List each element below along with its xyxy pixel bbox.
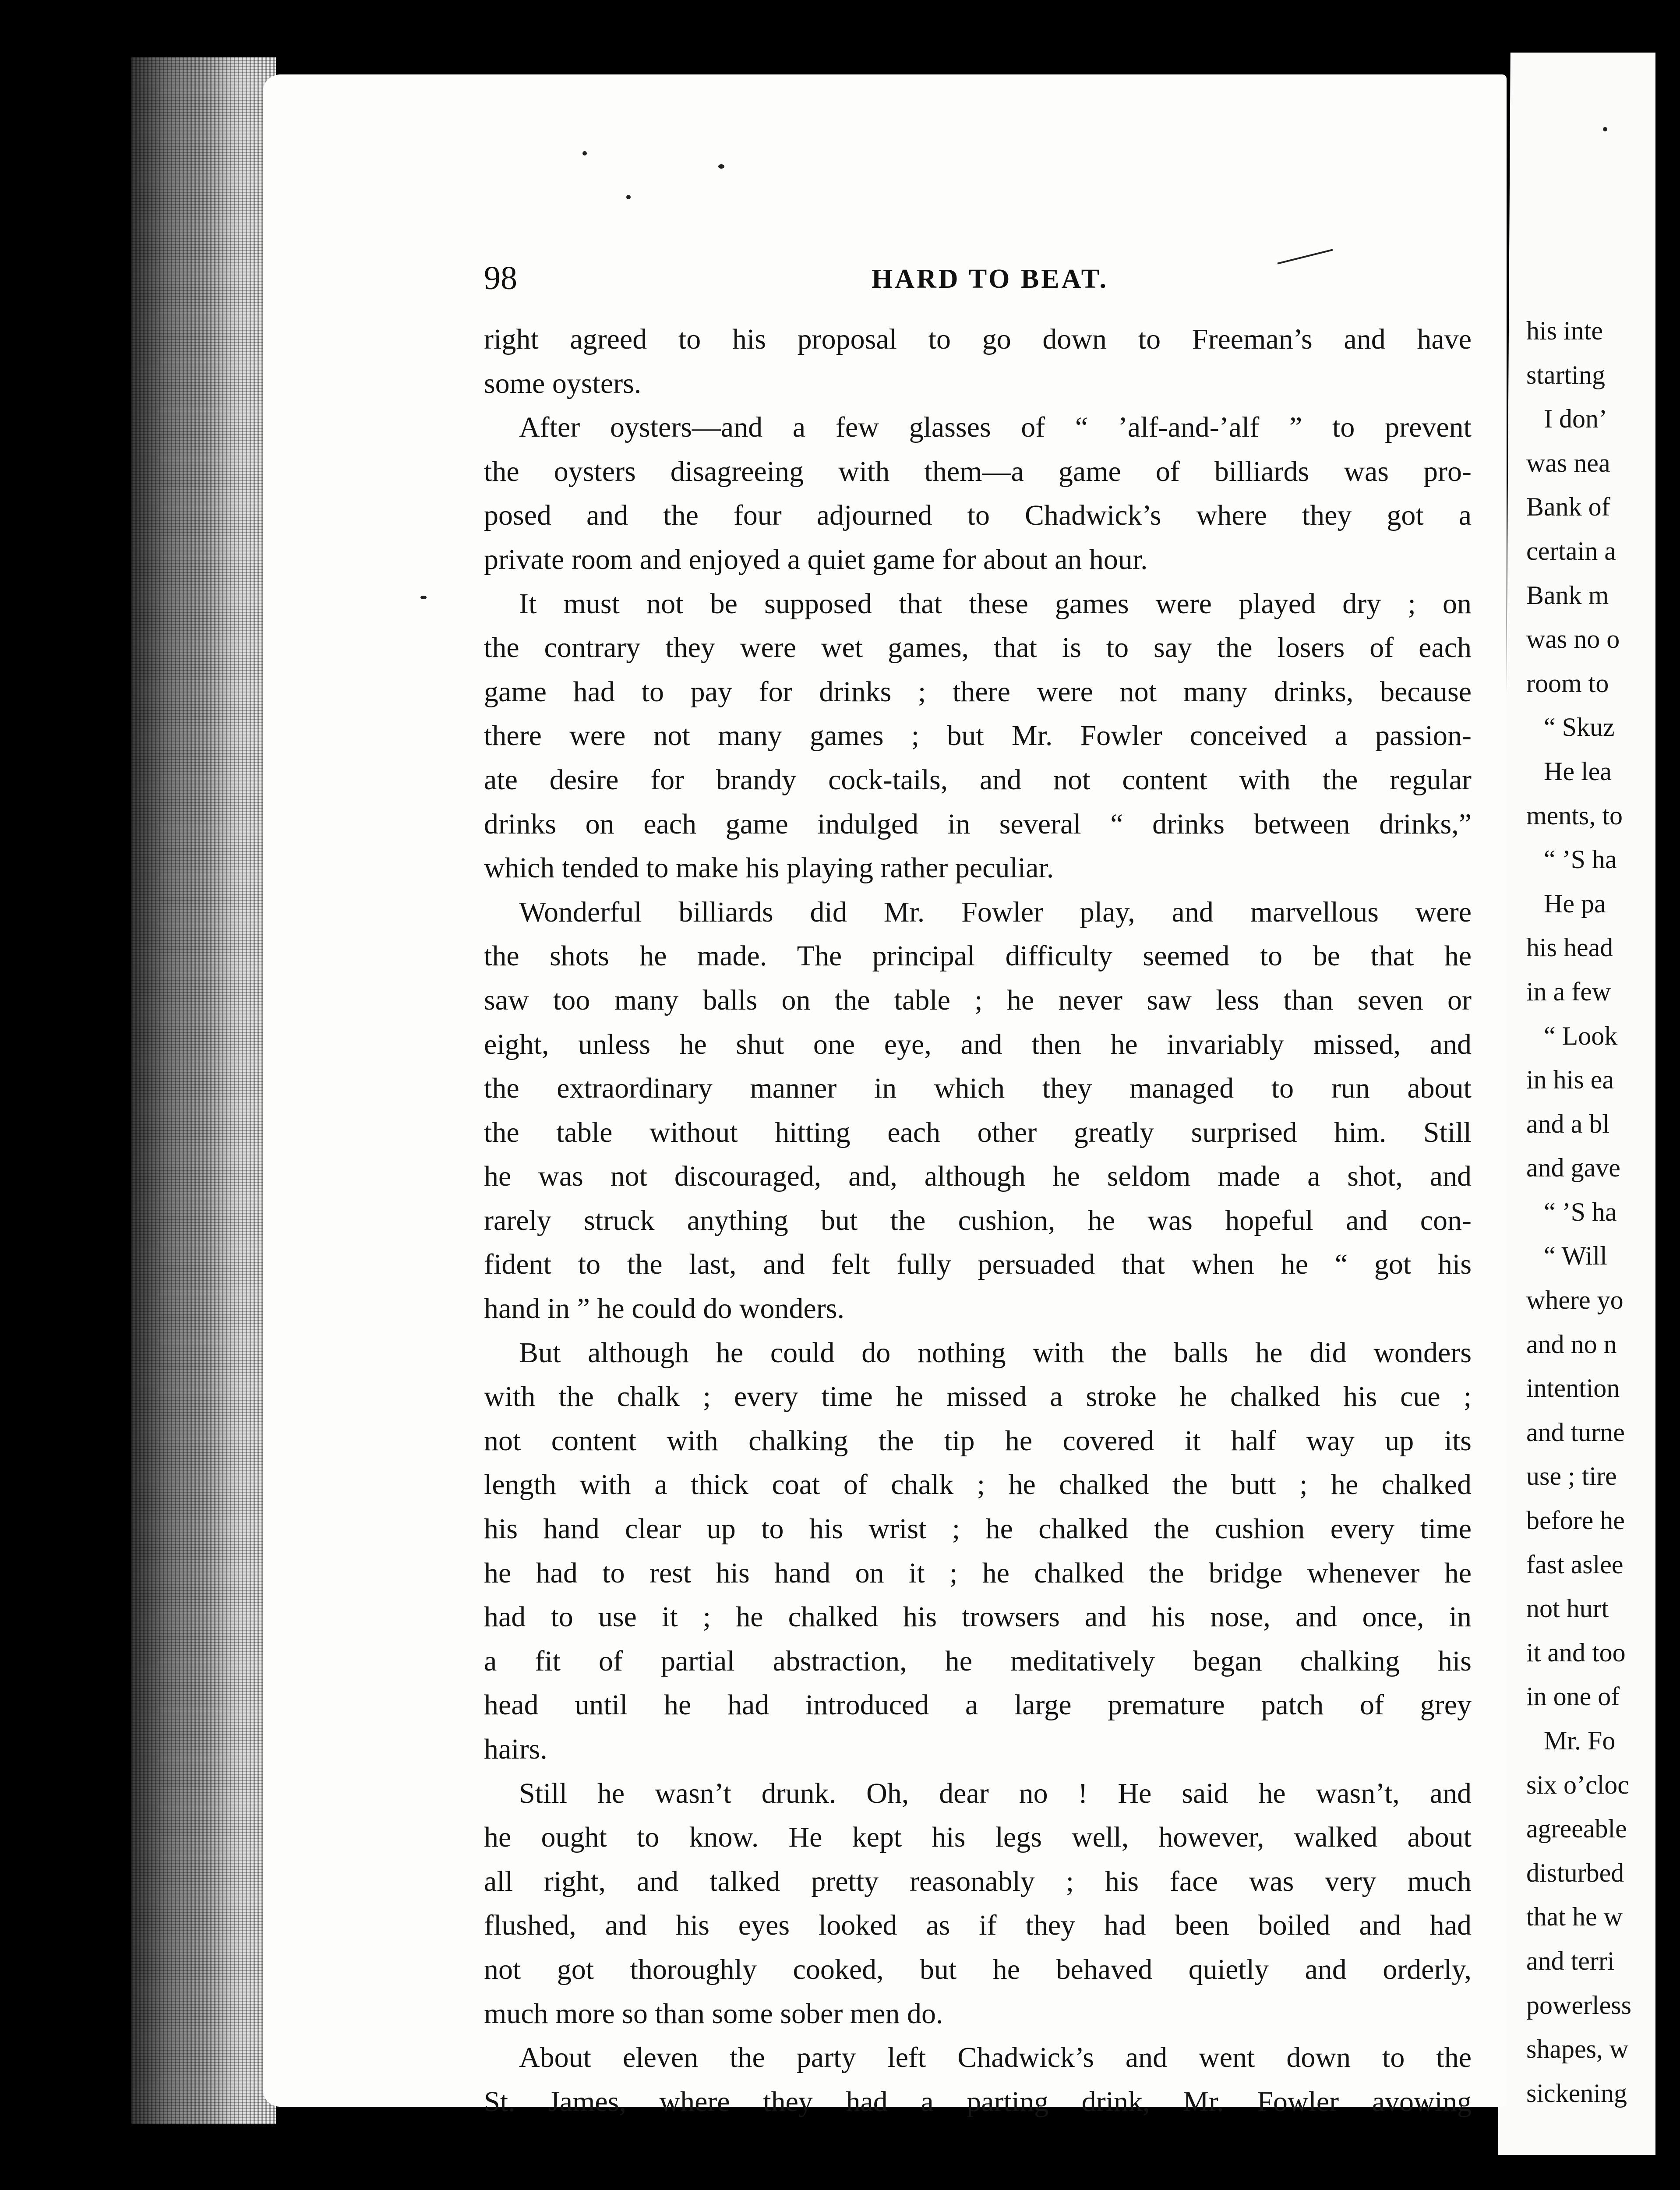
text-line: he was not discouraged, and, although he seldom made a shot, and <box>484 1160 1472 1193</box>
text-line: the oysters disagreeing with them—a game of billiards was pro- <box>484 455 1472 487</box>
text-line: saw too many balls on the table ; he never saw less than seven or <box>484 984 1472 1016</box>
text-line: fident to the last, and felt fully persuaded that when he “ got his <box>484 1248 1472 1281</box>
text-line: the extraordinary manner in which they managed to run about <box>484 1072 1472 1105</box>
page-body <box>484 318 1472 2124</box>
text-line: he ought to know. He kept his legs well, however, walked about <box>484 1821 1472 1854</box>
text-line: flushed, and his eyes looked as if they had been boiled and had <box>484 1909 1472 1942</box>
facing-text-line: He lea <box>1544 756 1612 786</box>
running-head: HARD TO BEAT. <box>872 264 1109 294</box>
ink-speck <box>1603 127 1607 131</box>
text-line: Wonderful billiards did Mr. Fowler play, and marvellous were <box>519 896 1472 928</box>
scan-gutter <box>131 57 276 2124</box>
facing-text-line: where yo <box>1526 1286 1624 1315</box>
facing-text-line: was nea <box>1526 448 1610 477</box>
text-line: It must not be supposed that these games were played dry ; on <box>519 587 1472 620</box>
text-line: with the chalk ; every time he missed a stroke he chalked his cue ; <box>484 1381 1472 1413</box>
text-line: But although he could do nothing with the balls he did wonders <box>519 1336 1472 1369</box>
text-line: which tended to make his playing rather peculiar. <box>484 852 1054 884</box>
facing-text-line: shapes, w <box>1526 2035 1629 2064</box>
facing-text-line: agreeable <box>1526 1814 1627 1844</box>
facing-text-line: not hurt <box>1526 1594 1609 1623</box>
text-line: right agreed to his proposal to go down to Freeman’s and have <box>484 323 1472 355</box>
facing-text-line: that he w <box>1526 1902 1623 1932</box>
text-line: ate desire for brandy cock-tails, and not content with the regular <box>484 763 1472 796</box>
facing-text-line: “ ’S ha <box>1544 1197 1617 1226</box>
facing-text-line: disturbed <box>1526 1858 1624 1887</box>
facing-text-line: and turne <box>1526 1417 1625 1447</box>
ink-speck <box>718 164 724 169</box>
text-line: not got thoroughly cooked, but he behaved quietly and orderly, <box>484 1953 1472 1985</box>
text-line: About eleven the party left Chadwick’s and went down to the <box>519 2042 1472 2074</box>
text-line: After oysters—and a few glasses of “ ’alf-and-’alf ” to prevent <box>519 411 1472 444</box>
text-line: St. James, where they had a parting drink, Mr. Fowler avowing <box>484 2085 1472 2118</box>
text-line: his hand clear up to his wrist ; he chalked the cushion every time <box>484 1513 1472 1545</box>
text-line: posed and the four adjourned to Chadwick’s where they got a <box>484 499 1472 532</box>
text-line: eight, unless he shut one eye, and then he invariably missed, and <box>484 1028 1472 1060</box>
facing-text-line: his head <box>1526 933 1613 962</box>
facing-text-line: and gave <box>1526 1153 1620 1183</box>
text-line: length with a thick coat of chalk ; he chalked the butt ; he chalked <box>484 1469 1472 1501</box>
text-line: had to use it ; he chalked his trowsers and his nose, and once, in <box>484 1601 1472 1633</box>
facing-text-line: it and too <box>1526 1638 1626 1667</box>
ink-speck <box>626 195 631 199</box>
facing-page-text <box>1526 309 1680 2115</box>
facing-text-line: in one of <box>1526 1682 1620 1711</box>
facing-text-line: was no o <box>1526 625 1620 654</box>
text-line: the contrary they were wet games, that is to say the losers of each <box>484 632 1472 664</box>
ink-speck <box>420 596 427 599</box>
text-line: Still he wasn’t drunk. Oh, dear no ! He said he wasn’t, and <box>519 1777 1472 1809</box>
text-line: head until he had introduced a large premature patch of grey <box>484 1689 1472 1721</box>
facing-text-line: starting <box>1526 360 1605 389</box>
text-line: drinks on each game indulged in several “ drinks between drinks,” <box>484 808 1472 840</box>
facing-text-line: “ ’S ha <box>1544 845 1617 874</box>
text-line: the table without hitting each other greatly surprised him. Still <box>484 1116 1472 1148</box>
facing-text-line: Bank of <box>1526 492 1610 522</box>
page-number: 98 <box>484 260 517 297</box>
facing-text-line: and a bl <box>1526 1109 1609 1138</box>
facing-text-line: sickening <box>1526 2078 1627 2108</box>
facing-text-line: powerless <box>1526 1990 1631 2020</box>
text-line: private room and enjoyed a quiet game for about an hour. <box>484 543 1148 576</box>
facing-text-line: Bank m <box>1526 580 1609 610</box>
facing-text-line: room to <box>1526 668 1609 698</box>
text-line: game had to pay for drinks ; there were not many drinks, because <box>484 675 1472 708</box>
facing-text-line: in his ea <box>1526 1065 1614 1095</box>
text-line: all right, and talked pretty reasonably ; his face was very much <box>484 1865 1472 1897</box>
text-line: hairs. <box>484 1733 547 1765</box>
facing-text-line: in a few <box>1526 977 1611 1006</box>
facing-text-line: six o’cloc <box>1526 1770 1629 1799</box>
facing-text-line: his inte <box>1526 316 1603 345</box>
text-line: not content with chalking the tip he covered it half way up its <box>484 1424 1472 1457</box>
facing-text-line: and no n <box>1526 1329 1617 1359</box>
page-header <box>484 259 1474 299</box>
facing-text-line: “ Look <box>1544 1021 1618 1050</box>
facing-text-line: and terri <box>1526 1946 1615 1975</box>
facing-text-line: “ Will <box>1544 1241 1607 1271</box>
text-line: the shots he made. The principal difficulty seemed to be that he <box>484 940 1472 972</box>
text-line: rarely struck anything but the cushion, he was hopeful and con- <box>484 1204 1472 1236</box>
facing-text-line: I don’ <box>1544 404 1607 434</box>
facing-text-line: “ Skuz <box>1544 713 1615 742</box>
text-line: he had to rest his hand on it ; he chalked the bridge whenever he <box>484 1557 1472 1589</box>
facing-text-line: ments, to <box>1526 801 1623 830</box>
facing-text-line: certain a <box>1526 536 1616 565</box>
facing-text-line: use ; tire <box>1526 1462 1617 1491</box>
ink-speck <box>582 151 587 155</box>
facing-text-line: before he <box>1526 1506 1625 1535</box>
facing-text-line: intention <box>1526 1374 1620 1403</box>
text-line: hand in ” he could do wonders. <box>484 1293 844 1325</box>
text-line: there were not many games ; but Mr. Fowler conceived a passion- <box>484 720 1472 752</box>
facing-text-line: Mr. Fo <box>1544 1726 1616 1755</box>
text-line: much more so than some sober men do. <box>484 1997 943 2030</box>
facing-text-line: fast aslee <box>1526 1550 1624 1579</box>
text-line: a fit of partial abstraction, he meditatively began chalking his <box>484 1645 1472 1677</box>
facing-text-line: He pa <box>1544 889 1606 918</box>
text-line: some oysters. <box>484 367 642 399</box>
